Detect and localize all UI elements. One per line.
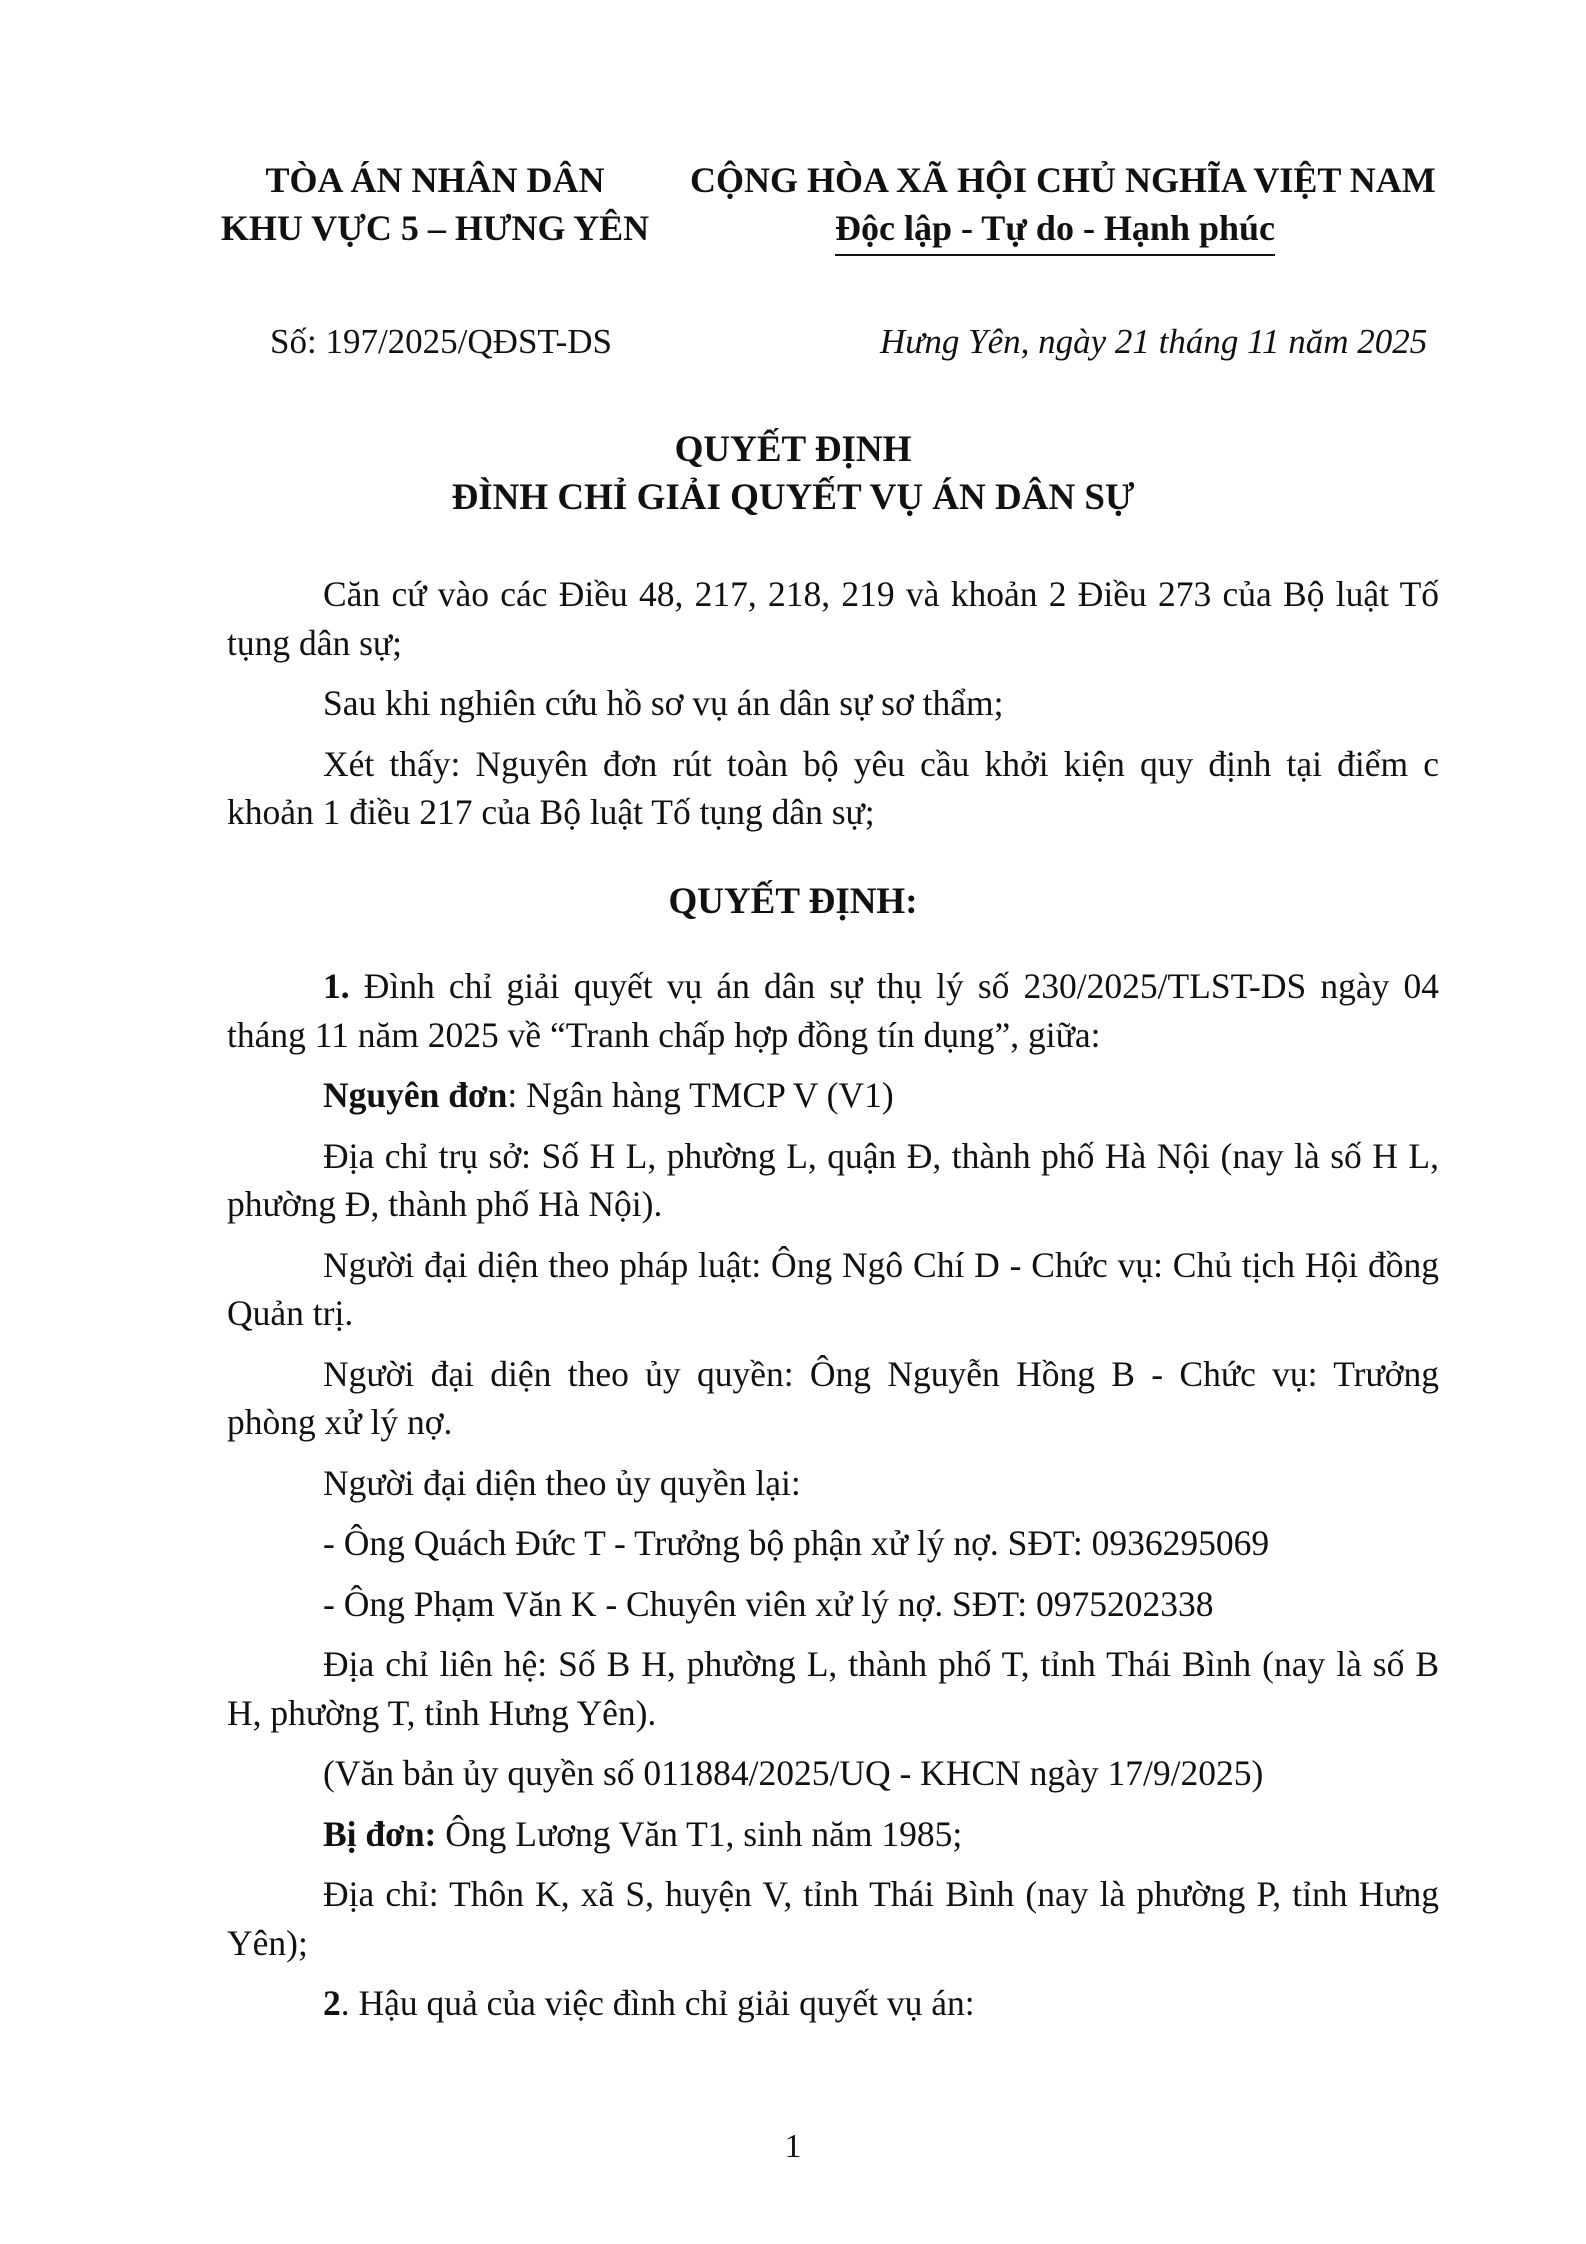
sub-rep-2: - Ông Phạm Văn K - Chuyên viên xử lý nợ. SĐT: 0975202338 bbox=[323, 1583, 1214, 1624]
defendant-address: Địa chỉ: Thôn K, xã S, huyện V, tỉnh Thái Bình (nay là phường P, tỉnh Hưng Yên); bbox=[227, 1874, 1439, 1963]
plaintiff-label: Nguyên đơn bbox=[323, 1075, 508, 1115]
country-name: CỘNG HÒA XÃ HỘI CHỦ NGHĨA VIỆT NAM bbox=[690, 160, 1436, 200]
defendant-label: Bị đơn: bbox=[323, 1813, 437, 1854]
plaintiff-address: Địa chỉ trụ sở: Số H L, phường L, quận Đ, thành phố Hà Nội (nay là số H L, phường Đ, thành phố Hà Nội). bbox=[227, 1135, 1439, 1224]
page-number: 1 bbox=[784, 2128, 802, 2165]
decision-body bbox=[227, 962, 1439, 2028]
court-name-line2: KHU VỰC 5 – HƯNG YÊN bbox=[220, 208, 650, 248]
item-1-number: 1. bbox=[323, 966, 350, 1006]
item-1-text: Đình chỉ giải quyết vụ án dân sự thụ lý số 230/2025/TLST-DS ngày 04 tháng 11 năm 2025 về “Tranh chấp hợp đồng tín dụng”, giữa: bbox=[227, 966, 1439, 1055]
review-note: Sau khi nghiên cứu hồ sơ vụ án dân sự sơ thẩm; bbox=[323, 683, 1004, 723]
motto-underline bbox=[835, 254, 1275, 256]
plaintiff-auth-rep: Người đại diện theo ủy quyền: Ông Nguyễn Hồng B - Chức vụ: Trưởng phòng xử lý nợ. bbox=[227, 1353, 1439, 1442]
defendant bbox=[227, 1810, 1439, 1859]
contact-address: Địa chỉ liên hệ: Số B H, phường L, thành phố T, tỉnh Thái Bình (nay là số B H, phường T, tỉnh Hưng Yên). bbox=[227, 1644, 1439, 1733]
court-name bbox=[200, 156, 670, 252]
legal-basis: Căn cứ vào các Điều 48, 217, 218, 219 và khoản 2 Điều 273 của Bộ luật Tố tụng dân sự; bbox=[227, 574, 1439, 663]
national-motto bbox=[690, 156, 1436, 252]
court-name-line1: TÒA ÁN NHÂN DÂN bbox=[265, 160, 605, 200]
place-date: Hưng Yên, ngày 21 tháng 11 năm 2025 bbox=[880, 322, 1428, 361]
sub-rep-heading: Người đại diện theo ủy quyền lại: bbox=[323, 1462, 801, 1503]
item-2-number: 2 bbox=[323, 1983, 341, 2023]
sub-rep-1: - Ông Quách Đức T - Trưởng bộ phận xử lý nợ. SĐT: 0936295069 bbox=[323, 1523, 1270, 1563]
motto: Độc lập - Tự do - Hạnh phúc bbox=[834, 208, 1276, 248]
plaintiff-name: : Ngân hàng TMCP V (V1) bbox=[507, 1075, 894, 1115]
preamble bbox=[227, 570, 1439, 837]
doc-title: QUYẾT ĐỊNH bbox=[674, 429, 912, 470]
item-2 bbox=[227, 1979, 1439, 2028]
decision-number: Số: 197/2025/QĐST-DS bbox=[270, 322, 612, 361]
plaintiff-legal-rep: Người đại diện theo pháp luật: Ông Ngô Chí D - Chức vụ: Chủ tịch Hội đồng Quản trị. bbox=[227, 1244, 1439, 1333]
doc-subtitle: ĐÌNH CHỈ GIẢI QUYẾT VỤ ÁN DÂN SỰ bbox=[451, 477, 1135, 518]
consideration: Xét thấy: Nguyên đơn rút toàn bộ yêu cầu khởi kiện quy định tại điểm c khoản 1 điều 217 của Bộ luật Tố tụng dân sự; bbox=[227, 743, 1439, 832]
authorization-doc: (Văn bản ủy quyền số 011884/2025/UQ - KHCN ngày 17/9/2025) bbox=[323, 1753, 1264, 1793]
item-2-text: . Hậu quả của việc đình chỉ giải quyết vụ án: bbox=[340, 1983, 975, 2023]
defendant-name: Ông Lương Văn T1, sinh năm 1985; bbox=[436, 1813, 963, 1854]
item-1 bbox=[227, 962, 1439, 1059]
plaintiff bbox=[227, 1071, 1439, 1120]
decision-heading: QUYẾT ĐỊNH: bbox=[668, 881, 918, 922]
